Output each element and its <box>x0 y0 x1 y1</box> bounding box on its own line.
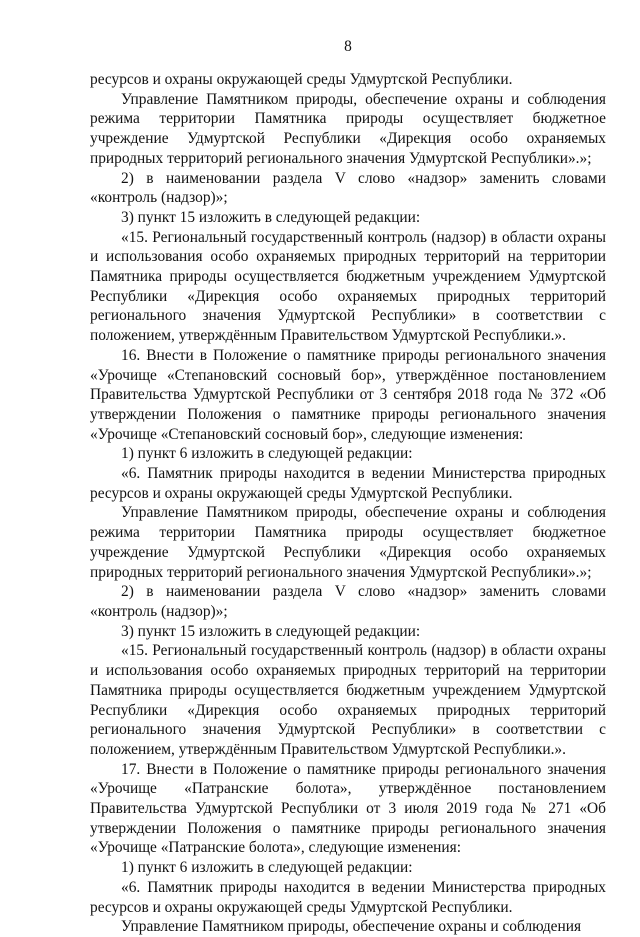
paragraph-item-2-a: 2) в наименовании раздела V слово «надзор» заменить словами «контроль (надзор)»; <box>90 169 606 207</box>
paragraph-section-16: 16. Внести в Положение о памятнике природы регионального значения «Урочище «Степановский сосновый бор», утверждённое постановлением Правительства Удмуртской Республики от 3 сентября 2018 года № 372 «Об утверждении Положения о памятнике природы регионального значения «Урочище «Степановский сосновый бор», следующие изменения: <box>90 346 606 443</box>
paragraph-item-1-c: 1) пункт 6 изложить в следующей редакции: <box>121 859 413 877</box>
paragraph-clause-15-b: «15. Региональный государственный контроль (надзор) в области охраны и использования особо охраняемых природных территорий на территории Памятника природы осуществляется бюджетным учреждением Удмуртской Республики «Дирекция особо охраняемых природных территорий регионального значения Удмуртской Республики» в соответствии с положением, утверждённым Правительством Удмуртской Республики.». <box>90 642 606 758</box>
paragraph-item-3-a: 3) пункт 15 изложить в следующей редакции: <box>121 208 421 226</box>
paragraph-clause-6-c: «6. Памятник природы находится в ведении Министерства природных ресурсов и охраны окружающей среды Удмуртской Республики. <box>90 878 606 916</box>
paragraph-section-17: 17. Внести в Положение о памятнике природы регионального значения «Урочище «Патранские болота», утверждённое постановлением Правительства Удмуртской Республики от 3 июля 2019 года № 271 «Об утверждении Положения о памятнике природы регионального значения «Урочище «Патранские болота», следующие изменения: <box>90 760 606 857</box>
paragraph-management-1: Управление Памятником природы, обеспечение охраны и соблюдения режима территории Памятника природы осуществляет бюджетное учреждение Удмуртской Республики «Дирекция особо охраняемых природных территорий регионального значения Удмуртской Республики».»; <box>90 90 606 167</box>
paragraph-clause-15-a: «15. Региональный государственный контроль (надзор) в области охраны и использования особо охраняемых природных территорий на территории Памятника природы осуществляется бюджетным учреждением Удмуртской Республики «Дирекция особо охраняемых природных территорий регионального значения Удмуртской Республики» в соответствии с положением, утверждённым Правительством Удмуртской Республики.». <box>90 228 606 345</box>
paragraph-item-3-b: 3) пункт 15 изложить в следующей редакции: <box>121 622 421 640</box>
page-number: 8 <box>344 38 352 55</box>
paragraph-clause-6-b: «6. Памятник природы находится в ведении Министерства природных ресурсов и охраны окружающей среды Удмуртской Республики. <box>90 465 606 502</box>
paragraph-continuation: ресурсов и охраны окружающей среды Удмуртской Республики. <box>90 71 513 88</box>
paragraph-management-3: Управление Памятником природы, обеспечение охраны и соблюдения <box>121 918 582 936</box>
paragraph-item-2-b: 2) в наименовании раздела V слово «надзор» заменить словами «контроль (надзор)»; <box>90 583 606 620</box>
paragraph-management-2: Управление Памятником природы, обеспечение охраны и соблюдения режима территории Памятника природы осуществляет бюджетное учреждение Удмуртской Республики «Дирекция особо охраняемых природных территорий регионального значения Удмуртской Республики».»; <box>90 504 606 581</box>
paragraph-item-1-b: 1) пункт 6 изложить в следующей редакции: <box>121 445 413 463</box>
